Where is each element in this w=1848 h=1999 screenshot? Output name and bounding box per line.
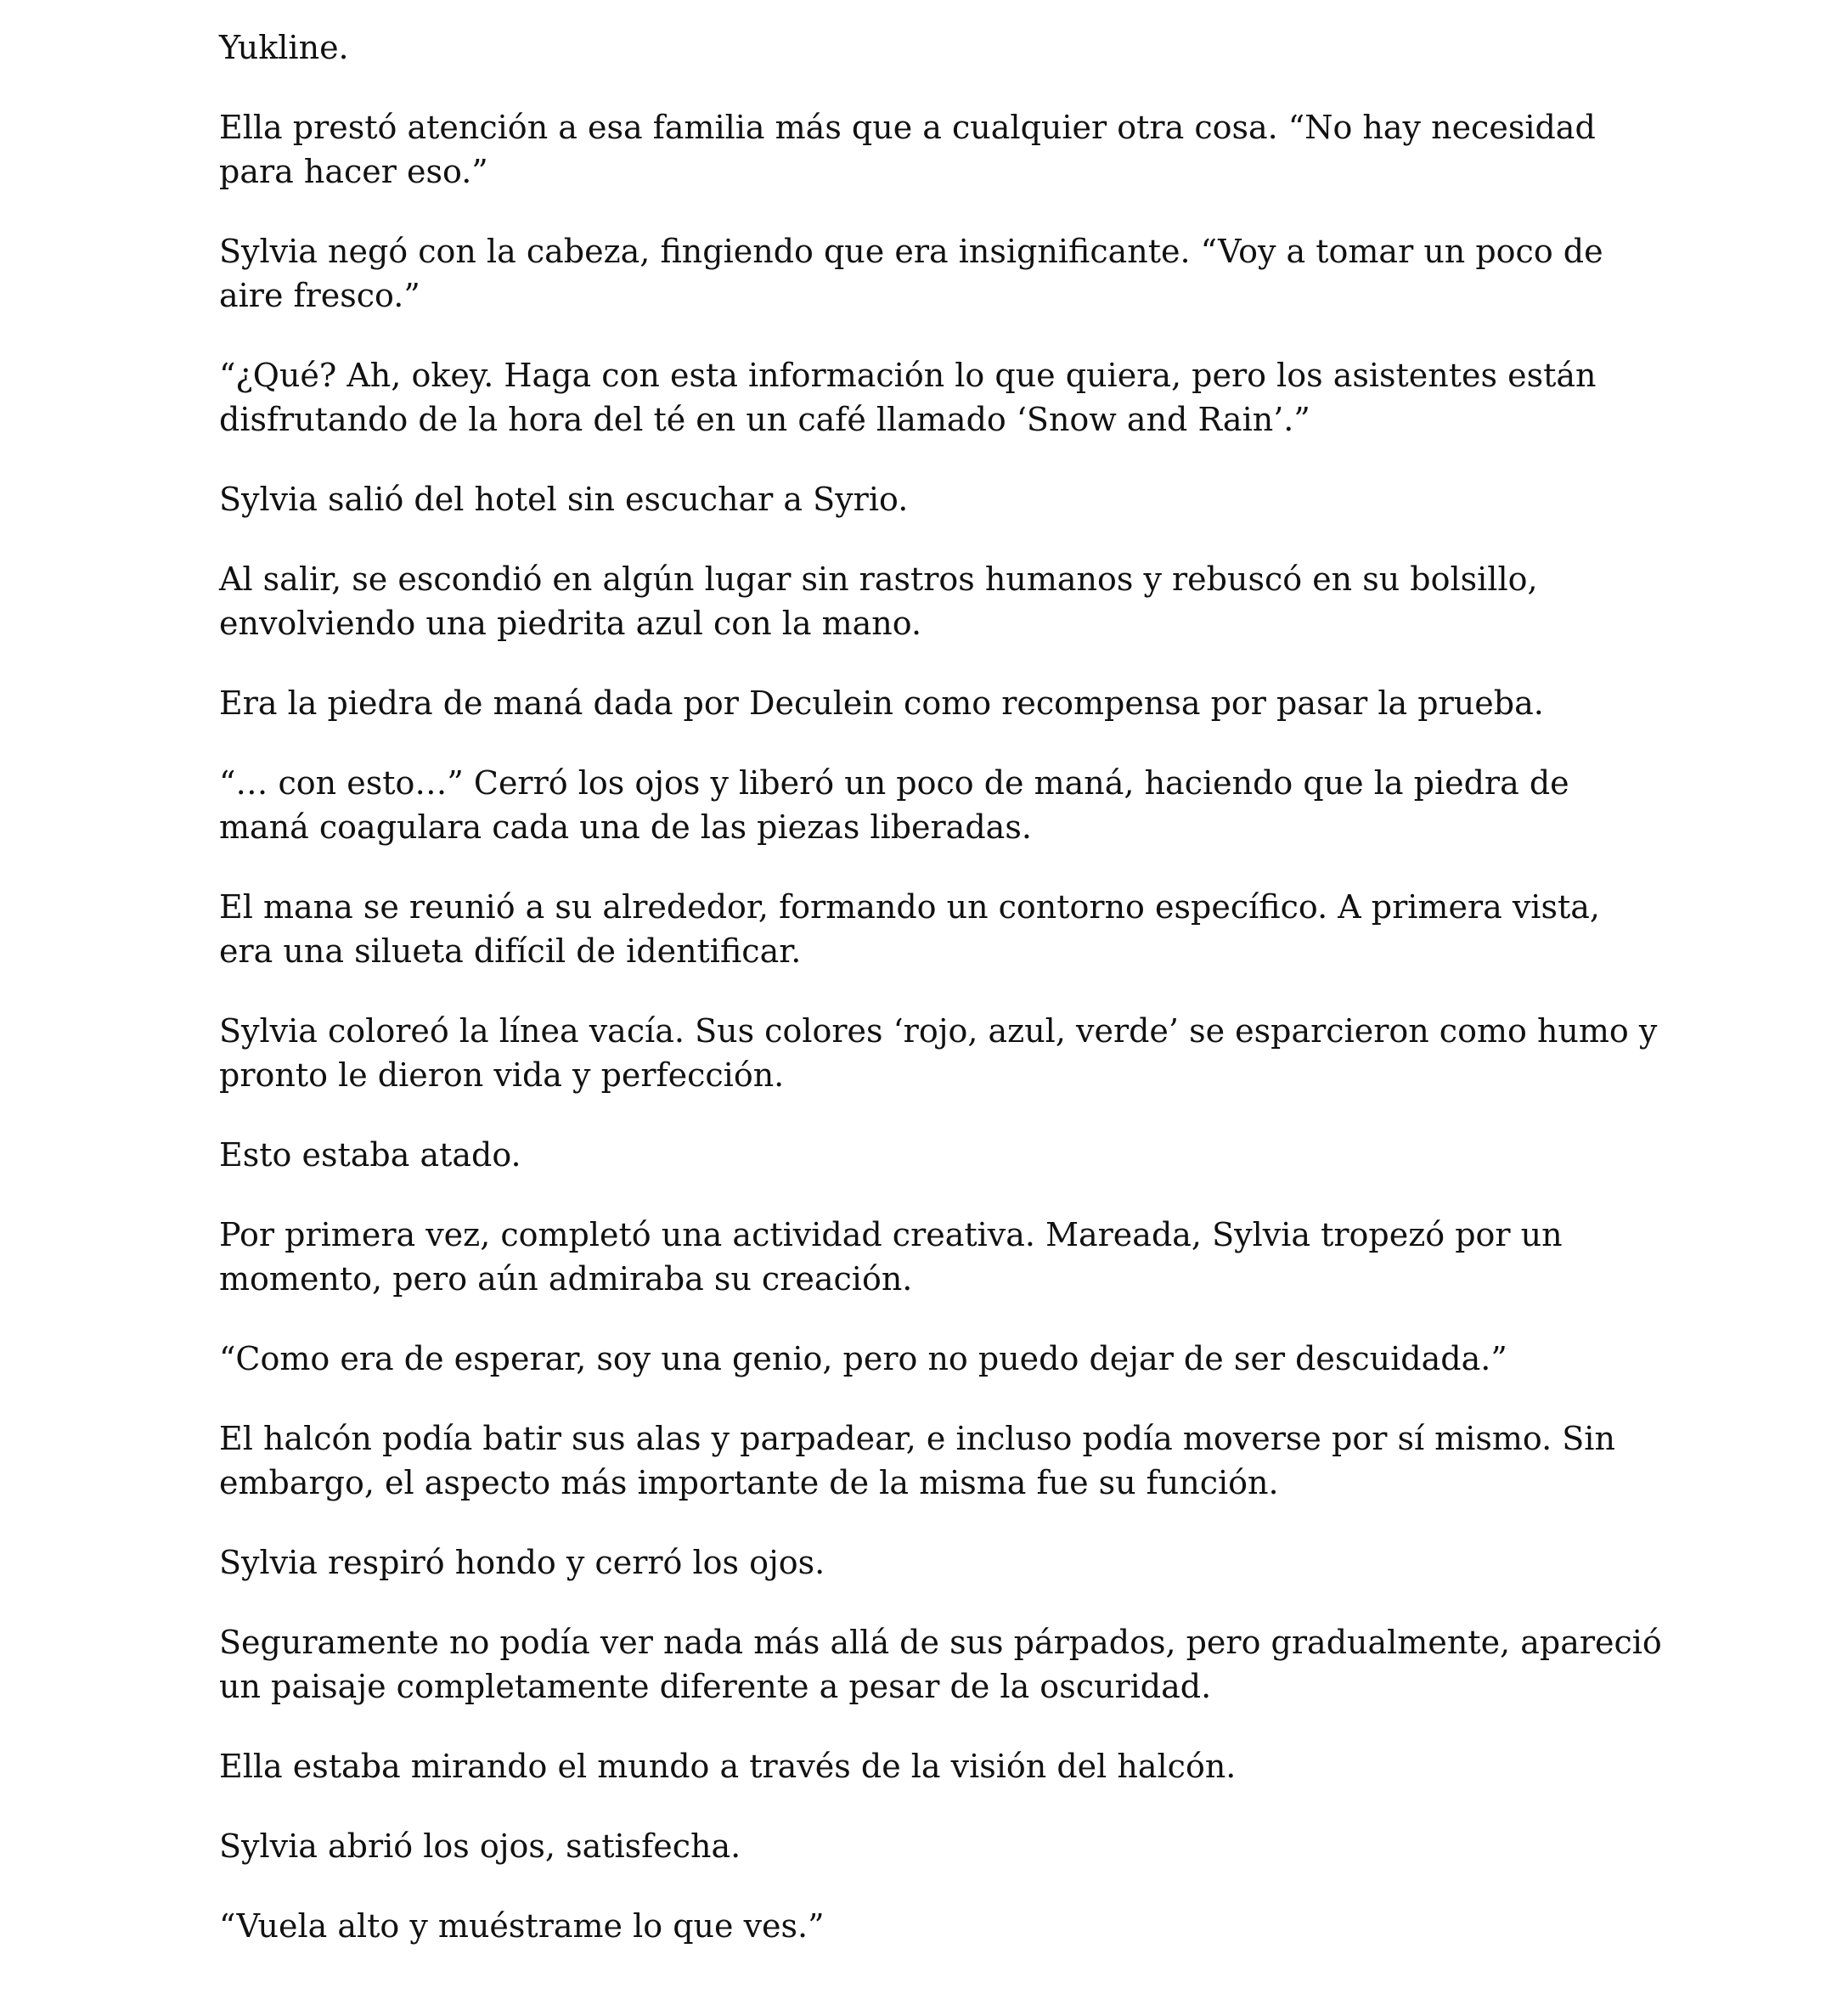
paragraph-5: Sylvia salió del hotel sin escuchar a Syrio. — [219, 481, 909, 518]
paragraph-17: Ella estaba mirando el mundo a través de la visión del halcón. — [219, 1748, 1237, 1785]
paragraph-10: Sylvia coloreó la línea vacía. Sus colores ‘rojo, azul, verde’ se esparcieron como humo y pronto le dieron vida y perfección. — [219, 1012, 1658, 1094]
paragraph-1: Yukline. — [219, 29, 349, 66]
paragraph-3: Sylvia negó con la cabeza, fingiendo que era insignificante. “Voy a tomar un poco de aire fresco.” — [219, 233, 1603, 314]
paragraph-7: Era la piedra de maná dada por Deculein como recompensa por pasar la prueba. — [219, 684, 1544, 722]
paragraph-11: Esto estaba atado. — [219, 1136, 521, 1174]
document-page — [219, 25, 1663, 1984]
paragraph-2: Ella prestó atención a esa familia más que a cualquier otra cosa. “No hay necesidad para hacer eso.” — [219, 109, 1596, 190]
paragraph-13: “Como era de esperar, soy una genio, pero no puedo dejar de ser descuidada.” — [219, 1340, 1507, 1377]
paragraph-8: “… con esto…” Cerró los ojos y liberó un poco de maná, haciendo que la piedra de maná coagulara cada una de las piezas liberadas. — [219, 764, 1569, 846]
paragraph-14: El halcón podía batir sus alas y parpadear, e incluso podía moverse por sí mismo. Sin embargo, el aspecto más importante de la misma fue su función. — [219, 1420, 1615, 1501]
paragraph-16: Seguramente no podía ver nada más allá de sus párpados, pero gradualmente, apareció un paisaje completamente diferente a pesar de la oscuridad. — [219, 1624, 1662, 1705]
paragraph-18: Sylvia abrió los ojos, satisfecha. — [219, 1827, 741, 1865]
paragraph-15: Sylvia respiró hondo y cerró los ojos. — [219, 1544, 825, 1581]
paragraph-19: “Vuela alto y muéstrame lo que ves.” — [219, 1907, 825, 1945]
paragraph-12: Por primera vez, completó una actividad creativa. Mareada, Sylvia tropezó por un momento, pero aún admiraba su creación. — [219, 1216, 1563, 1298]
paragraph-4: “¿Qué? Ah, okey. Haga con esta información lo que quiera, pero los asistentes están disfrutando de la hora del té en un café llamado ‘Snow and Rain’.” — [219, 357, 1597, 438]
paragraph-9: El mana se reunió a su alrededor, formando un contorno específico. A primera vista, era una silueta difícil de identificar. — [219, 888, 1600, 970]
paragraph-6: Al salir, se escondió en algún lugar sin rastros humanos y rebuscó en su bolsillo, envolviendo una piedrita azul con la mano. — [219, 560, 1538, 642]
